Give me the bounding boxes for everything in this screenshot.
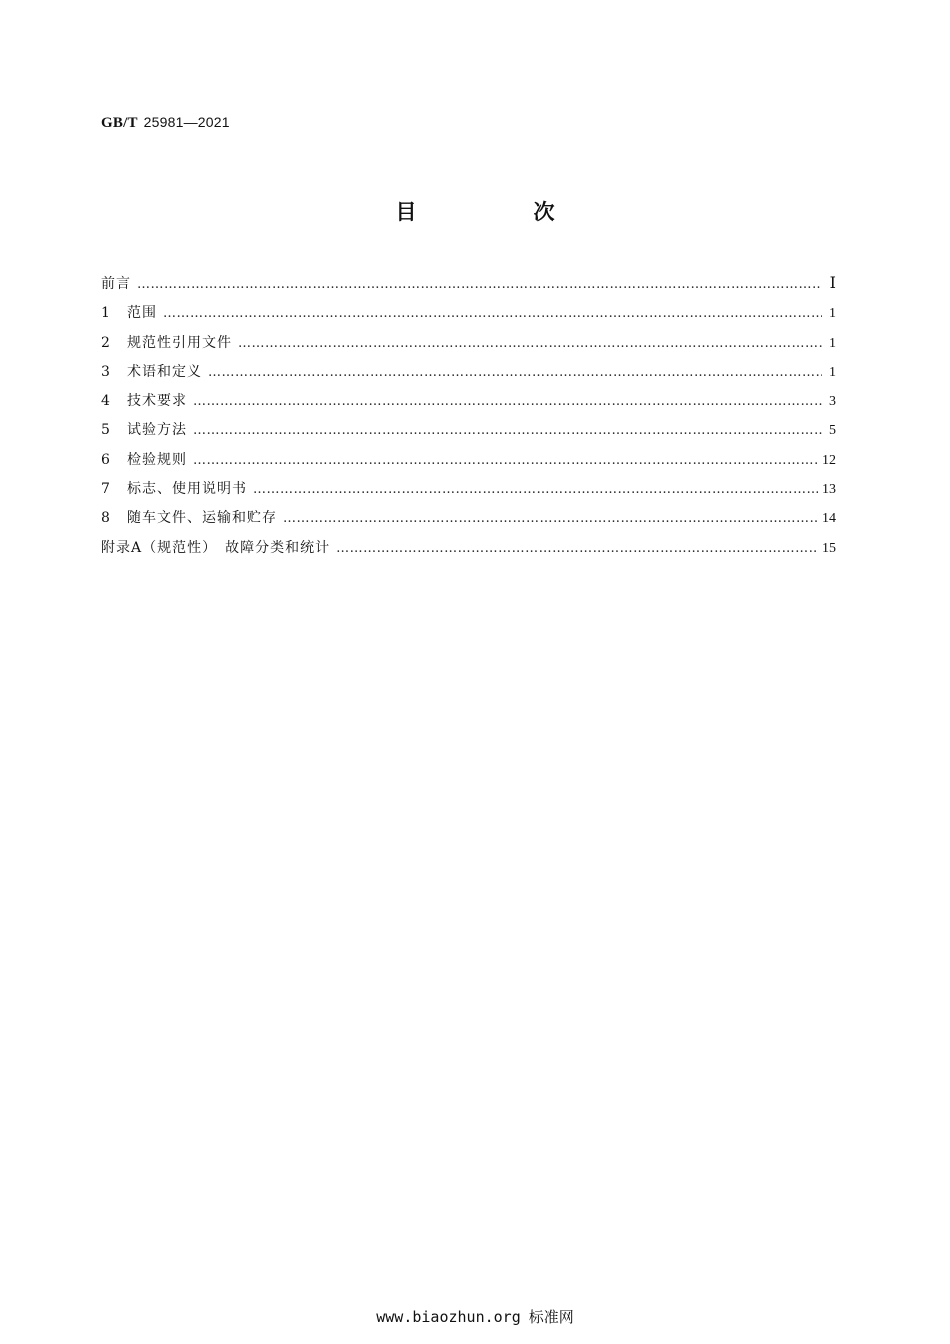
toc-leader [208, 364, 822, 382]
toc-item-label: 术语和定义 [127, 363, 202, 380]
toc-item-documents-transport[interactable] [101, 509, 836, 538]
toc-leader [193, 452, 818, 470]
toc-leader [193, 393, 822, 411]
toc-leader [137, 276, 822, 294]
page-footer [0, 1306, 950, 1327]
toc-item-number: 6 [101, 451, 110, 468]
toc-item-label: 随车文件、运输和贮存 [127, 510, 277, 527]
toc-item-number: 7 [101, 481, 110, 498]
toc-item-label: 规范性引用文件 [127, 334, 232, 351]
standard-number [101, 114, 230, 132]
toc-item-requirements[interactable] [101, 392, 836, 421]
toc-item-label: 标志、使用说明书 [127, 481, 247, 498]
toc-item-number: 1 [101, 305, 110, 322]
toc-item-page: 13 [822, 482, 836, 498]
toc-leader [163, 305, 822, 323]
toc-item-terms[interactable] [101, 363, 836, 392]
toc-leader [253, 481, 818, 499]
toc-item-page: 1 [829, 306, 836, 322]
footer-url[interactable]: www.biaozhun.org [376, 1308, 521, 1326]
toc-leader [238, 335, 822, 353]
toc-item-label: 检验规则 [127, 451, 187, 468]
toc-item-test-methods[interactable] [101, 421, 836, 450]
toc-leader [283, 510, 818, 528]
toc-item-page: 12 [822, 452, 836, 468]
standard-code: 25981—2021 [143, 114, 230, 130]
toc-item-number: 4 [101, 393, 110, 410]
toc-item-page: 1 [829, 364, 836, 380]
footer-site-name: 标准网 [528, 1308, 574, 1326]
toc-item-label: 前言 [101, 276, 131, 292]
toc-item-page: 1 [829, 335, 836, 351]
toc-item-number: 5 [101, 422, 110, 439]
toc-item-number: 3 [101, 363, 110, 380]
toc-item-number: 8 [101, 510, 110, 527]
toc-item-page: 14 [822, 511, 836, 527]
toc-item-normative-references[interactable] [101, 334, 836, 363]
toc-item-label: 试验方法 [127, 422, 187, 439]
toc-leader [336, 540, 818, 558]
standard-prefix: GB/T [101, 115, 138, 131]
toc-item-scope[interactable] [101, 304, 836, 333]
toc-item-marking[interactable] [101, 480, 836, 509]
toc-item-label: 技术要求 [127, 393, 187, 410]
toc-item-foreword[interactable] [101, 275, 836, 304]
toc-item-page: Ⅰ [829, 275, 836, 292]
toc-item-page: 5 [829, 423, 836, 439]
toc-item-number: 2 [101, 334, 110, 351]
table-of-contents [101, 275, 836, 568]
toc-item-page: 15 [822, 540, 836, 556]
toc-item-label: 范围 [127, 305, 157, 322]
toc-item-inspection-rules[interactable] [101, 451, 836, 480]
toc-item-label: 附录A（规范性） 故障分类和统计 [101, 539, 331, 556]
toc-item-annex-a[interactable] [101, 539, 836, 568]
page-title: 目 次 [395, 200, 603, 224]
toc-leader [193, 422, 822, 440]
toc-item-page: 3 [829, 394, 836, 410]
